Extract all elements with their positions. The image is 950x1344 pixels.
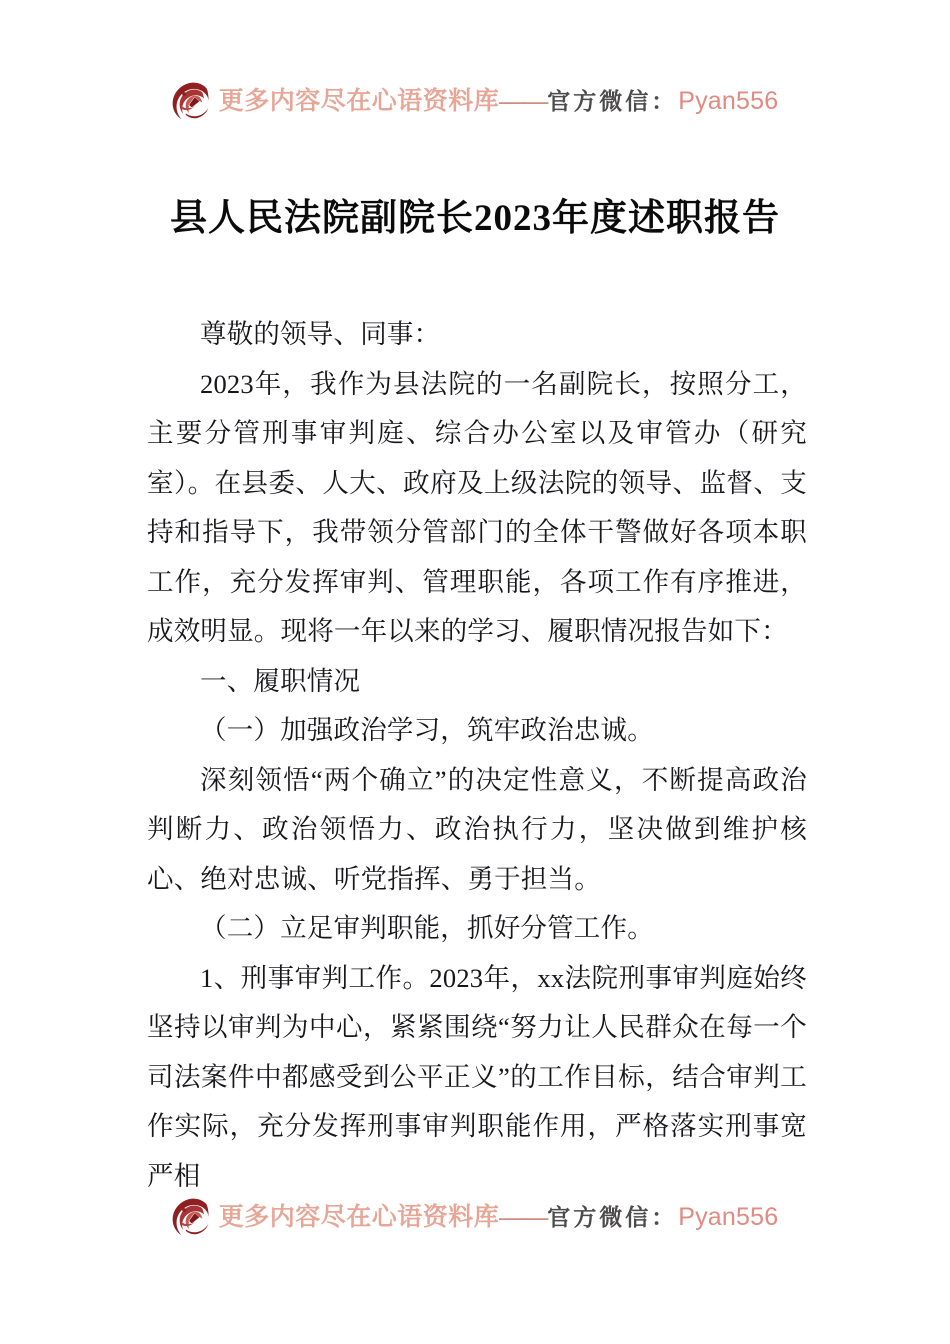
watermark-dash: —— <box>499 1203 548 1231</box>
watermark-label: 官方微信 <box>547 1204 652 1230</box>
circular-swoosh-logo-icon <box>172 1198 212 1236</box>
paragraph-subsection-1-heading: （一）加强政治学习，筑牢政治忠诚。 <box>200 715 654 745</box>
paragraph-subsection-2-heading: （二）立足审判职能，抓好分管工作。 <box>200 913 654 943</box>
watermark-dash: —— <box>499 87 548 115</box>
page-title: 县人民法院副院长2023年度述职报告 <box>170 197 780 239</box>
watermark-colon: ： <box>651 88 675 114</box>
header-watermark <box>0 82 950 120</box>
paragraph-subsection-1-body: 深刻领悟“两个确立”的决定性意义，不断提高政治判断力、政治领悟力、政治执行力，坚决做到维护核心、绝对忠诚、听党指挥、勇于担当。 <box>147 764 807 894</box>
document-body <box>147 310 807 1201</box>
paragraph-section-1-heading: 一、履职情况 <box>200 665 361 696</box>
paragraph-item-1-body: 1、刑事审判工作。2023年，xx法院刑事审判庭始终坚持以审判为中心，紧紧围绕“努力让人民群众在每一个司法案件中都感受到公平正义”的工作目标，结合审判工作实际，充分发挥刑事审判职能作用，严格落实刑事宽严相 <box>147 962 807 1191</box>
watermark-main-text: 更多内容尽在心语资料库 <box>218 87 500 115</box>
paragraph-intro: 2023年，我作为县法院的一名副院长，按照分工，主要分管刑事审判庭、综合办公室以及审管办（研究室）。在县委、人大、政府及上级法院的领导、监督、支持和指导下，我带领分管部门的全体干警做好各项本职工作，充分发挥审判、管理职能，各项工作有序推进，成效明显。现将一年以来的学习、履职情况报告如下： <box>147 368 807 646</box>
circular-swoosh-logo-icon <box>172 82 212 120</box>
watermark-main-text: 更多内容尽在心语资料库 <box>218 1203 500 1231</box>
paragraph-salutation: 尊敬的领导、同事： <box>200 319 441 349</box>
watermark-label: 官方微信 <box>547 88 652 114</box>
watermark-colon: ： <box>651 1204 675 1230</box>
footer-watermark <box>0 1198 950 1236</box>
watermark-handle: Pyan556 <box>678 86 779 115</box>
watermark-handle: Pyan556 <box>678 1202 779 1231</box>
